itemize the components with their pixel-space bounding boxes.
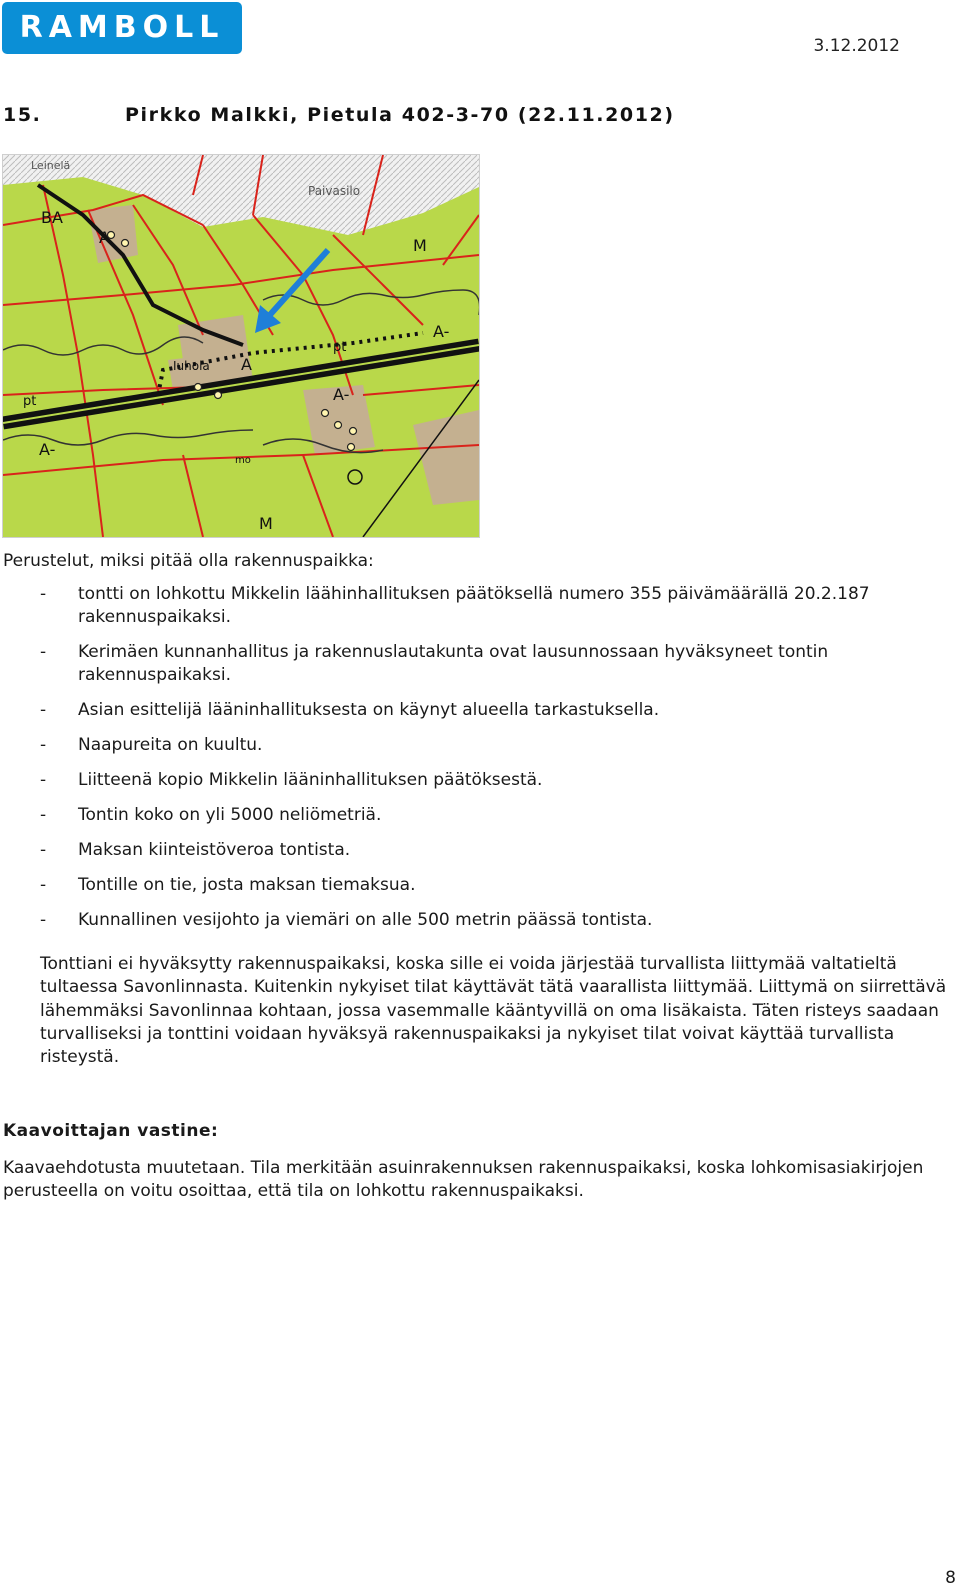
map-label: A- xyxy=(39,440,56,459)
map-label: mo xyxy=(235,455,251,466)
list-item: - Tontin koko on yli 5000 neliömetriä. xyxy=(40,805,382,825)
map-label: pt xyxy=(23,394,37,409)
page-number: 8 xyxy=(945,1568,956,1588)
document-date: 3.12.2012 xyxy=(813,36,900,56)
list-item: - Naapureita on kuultu. xyxy=(40,735,263,755)
map-label: pt xyxy=(333,340,347,355)
ramboll-logo xyxy=(2,2,242,54)
map-label: BA xyxy=(41,208,63,227)
response-heading: Kaavoittajan vastine: xyxy=(3,1121,219,1141)
map-label: A- xyxy=(333,385,350,404)
zoning-map xyxy=(2,154,480,538)
list-item: - Liitteenä kopio Mikkelin lääninhallituksen päätöksestä. xyxy=(40,770,543,790)
section-heading xyxy=(3,104,675,126)
zoning-map-graphic xyxy=(3,155,479,537)
map-label: A xyxy=(241,355,252,374)
map-label: A xyxy=(99,228,110,247)
logo-text: RAMBOLL xyxy=(19,10,225,45)
map-label: M xyxy=(259,514,273,533)
list-item: - Tontille on tie, josta maksan tiemaksua. xyxy=(40,875,416,895)
section-title: Pirkko Malkki, Pietula 402-3-70 (22.11.2012) xyxy=(125,104,675,126)
map-label: M xyxy=(413,236,427,255)
list-item: - Asian esittelijä lääninhallituksesta on käynyt alueella tarkastuksella. xyxy=(40,700,660,720)
map-label: A- xyxy=(433,322,450,341)
list-item: - Maksan kiinteistöveroa tontista. xyxy=(40,840,351,860)
response-text: Kaavaehdotusta muutetaan. Tila merkitään asuinrakennuksen rakennuspaikaksi, koska lohkomisasiakirjojen perusteella on voitu osoittaa, että tila on lohkottu rakennuspaikaksi. xyxy=(3,1158,924,1202)
map-label: Leinelä xyxy=(31,159,71,172)
section-number: 15. xyxy=(3,104,42,126)
list-item: - Kunnallinen vesijohto ja viemäri on alle 500 metrin päässä tontista. xyxy=(40,910,653,930)
argument-paragraph: Tonttiani ei hyväksytty rakennuspaikaksi, koska sille ei voida järjestää turvallista liittymää valtatieltä tultaessa Savonlinnasta. Kuitenkin nykyiset tilat käyttävät tätä vaarallista liittymää. Liittymä on siirrettävä lähemmäksi Savonlinnaa kohtaan, jossa vasemmalle kääntyvillä on oma lisäkaista. Täten risteys saadaan turvalliseksi ja tonttini voidaan hyväksyä rakennuspaikaksi ja nykyiset tilat voivat käyttää turvallista risteystä. xyxy=(40,954,947,1068)
list-item: - Kerimäen kunnanhallitus ja rakennuslautakunta ovat lausunnossaan hyväksyneet tontin rakennuspaikaksi. xyxy=(40,642,829,685)
reasons-intro: Perustelut, miksi pitää olla rakennuspaikka: xyxy=(3,551,374,571)
reasons-list xyxy=(0,583,960,944)
list-item: - tontti on lohkottu Mikkelin läähinhallituksen päätöksellä numero 355 päivämäärällä 20.2.187 rakennuspaikaksi. xyxy=(40,584,870,627)
map-label: Paivasilo xyxy=(308,184,361,198)
map-label: Iuhola xyxy=(173,359,210,373)
